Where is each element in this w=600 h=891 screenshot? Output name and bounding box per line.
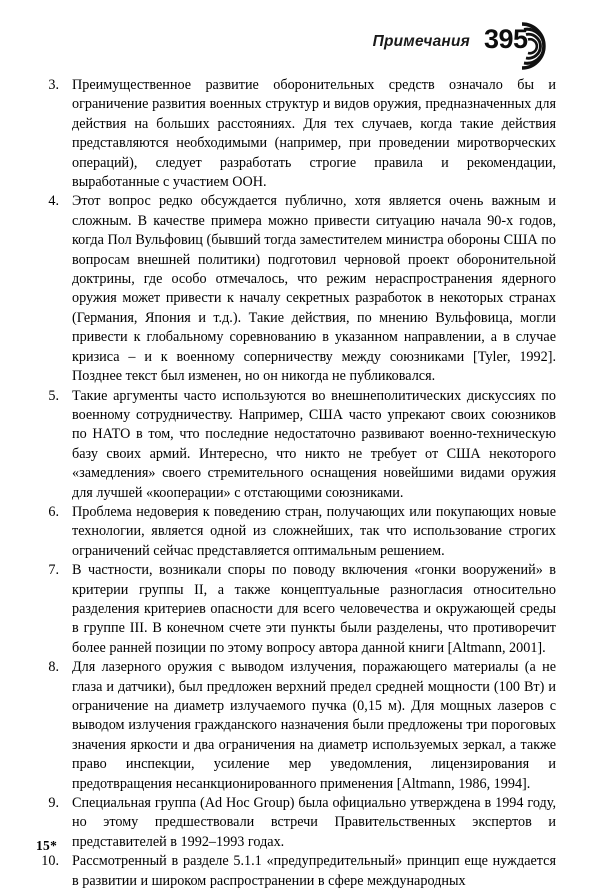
- note-number: 3.: [48, 77, 59, 93]
- note-text: Такие аргументы часто используются во внешнеполитических дискуссиях по военному сотрудничеству. Например, США часто упрекают своих союзников по НАТО в том, что последние недостаточно развивают военно-техническую базу своих армий. Интересно, что никто не требует от США некоторого «замедления» своего стремительного оснащения новейшими видами оружия для лучшей «кооперации» с отстающими союзниками.: [72, 387, 556, 501]
- running-head-title: Примечания: [372, 33, 470, 50]
- note-text: Проблема недоверия к поведению стран, получающих или покупающих новые технологии, является одной из сложнейших, так что использование строгих ограничений сейчас представляется оптимальным решением.: [72, 503, 556, 559]
- note-number: 5.: [48, 387, 59, 404]
- note-item: [36, 658, 556, 794]
- note-text: Преимущественное развитие оборонительных средств означало бы и ограничение развития военных структур и видов оружия, предназначенных для действия на больших расстояниях. Для тех случаев, когда такие действия представляются необходимыми (например, при проведении миротворческих операций), следует разработать строгие правила и рекомендации, выработанные с участием ООН.: [72, 77, 556, 191]
- note-item: [36, 76, 556, 192]
- note-text: Рассмотренный в разделе 5.1.1 «предупредительный» принцип еще нуждается в развитии и широком распространении в сфере международных: [72, 853, 556, 889]
- note-item: [36, 192, 556, 386]
- signature-mark: 15*: [36, 838, 58, 853]
- note-item: [36, 561, 556, 658]
- note-item: [36, 503, 556, 561]
- note-text: Для лазерного оружия с выводом излучения, поражающего материалы (а не глаза и датчики), был предложен верхний предел средней мощности (100 Вт) и ограничение на диаметр излучаемого пучка (0,15 м). Для мощных лазеров с выводом излучения гражданского назначения были предложены три пороговых значения яркости и два ограничения на диаметр используемых зеркал, а также право инспекции, усиление мер уведомления, лицензирования и предотвращения несанкционированного применения [Altmann, 1986, 1994].: [72, 659, 556, 792]
- note-number: 4.: [48, 193, 59, 210]
- running-head: [44, 24, 570, 70]
- note-text: Этот вопрос редко обсуждается публично, хотя является очень важным и сложным. В качестве примера можно привести ситуацию начала 90-х годов, когда Пол Вульфовиц (бывший тогда заместителем министра обороны США по вопросам внешней политики) подготовил черновой проект оборонительной доктрины, где особо отмечалось, что режим нераспространения ядерного оружия может привести к началу секретных разработок в некоторых странах (Германия, Япония и т.д.). Такие действия, по мнению Вульфовица, могли привести к глобальному соревнованию в указанном направлении, а в случае кризиса – и к военному соперничеству между союзниками [Tyler, 1992]. Позднее текст был изменен, но он никогда не публиковался.: [72, 193, 556, 385]
- note-text: Специальная группа (Ad Hoc Group) была официально утверждена в 1994 году, но этому предшествовали встречи Правительственных экспертов и представителей в 1992–1993 годах.: [72, 795, 556, 850]
- note-item: [36, 794, 556, 852]
- note-number: 10.: [41, 853, 59, 870]
- note-number: 8.: [48, 659, 59, 676]
- note-number: 7.: [48, 562, 59, 579]
- notes-list: [36, 76, 556, 891]
- note-number: 6.: [48, 503, 59, 520]
- note-number: 9.: [48, 795, 59, 812]
- note-item: [36, 852, 556, 891]
- page-number: 395: [484, 24, 528, 54]
- note-item: [36, 387, 556, 503]
- folio-block: [484, 24, 570, 70]
- note-text: В частности, возникали споры по поводу включения «гонки вооружений» в критерии группы II, а также концептуальные разногласия относительно разделения критериев опасности для всего человечества и окружающей среды в группе III. В конечном счете эти пункты были разделены, что противоречит более ранней позиции по этому вопросу автора данной книги [Altmann, 2001].: [72, 562, 556, 656]
